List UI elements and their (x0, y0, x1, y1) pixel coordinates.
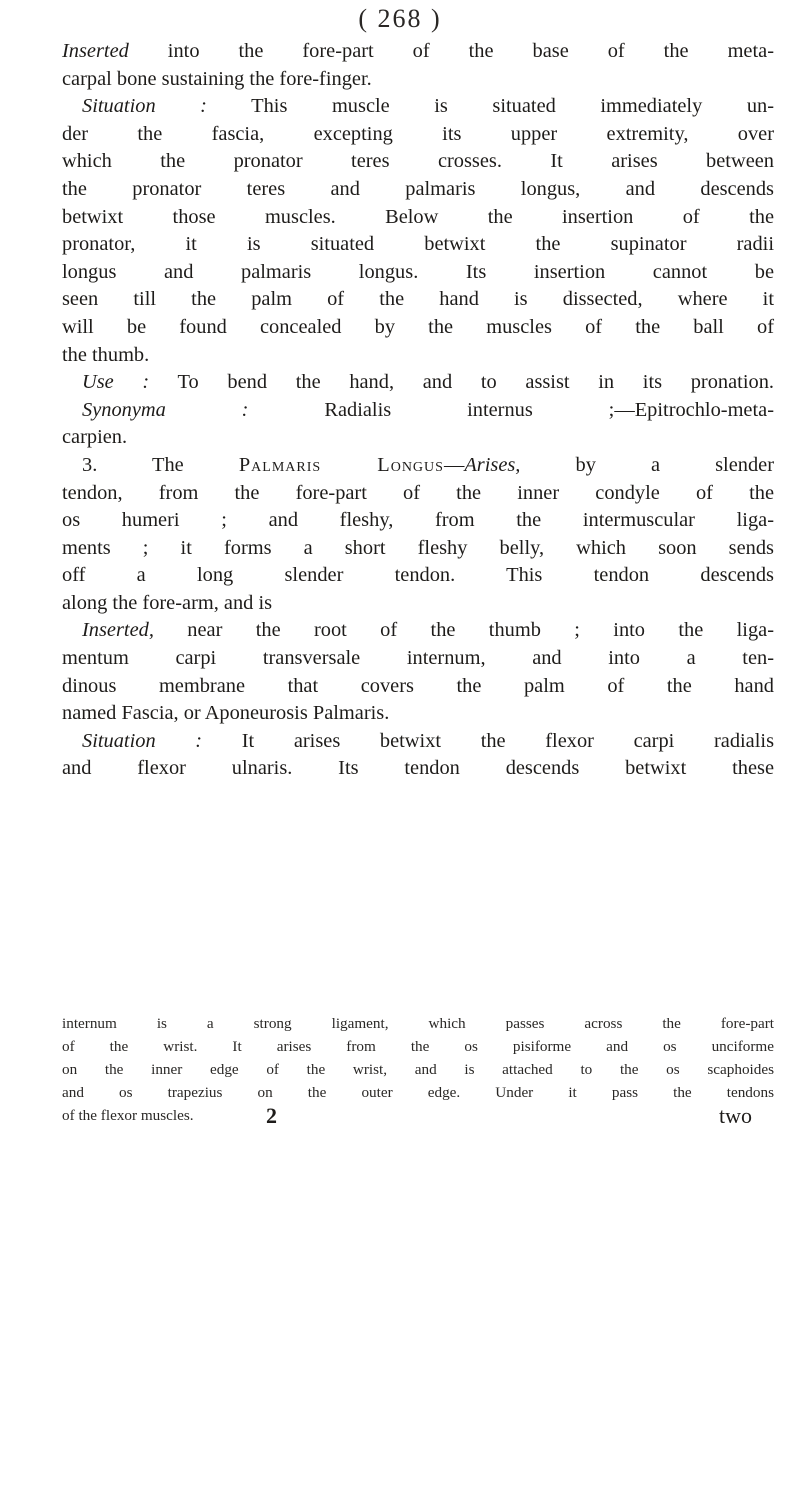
text-segment: off a long slender tendon. This tendon descends (62, 564, 774, 587)
footnote-line: on the inner edge of the wrist, and is attached to the os scaphoides (62, 1061, 774, 1078)
text-segment: Inserted (62, 40, 129, 62)
text-line (62, 148, 774, 176)
text-line (62, 590, 774, 618)
text-segment: — (443, 453, 465, 476)
text-segment: Synonyma : (82, 398, 249, 421)
text-segment: which the pronator teres crosses. It arises between (62, 150, 774, 173)
text-line (62, 93, 774, 121)
text-line (62, 342, 774, 370)
text-segment: ments ; it forms a short fleshy belly, which soon sends (62, 536, 774, 559)
text-line (62, 452, 774, 480)
text-segment: seen till the palm of the hand is dissected, where it (62, 288, 774, 311)
page-number: ( 268 ) (358, 4, 442, 33)
text-line (62, 728, 774, 756)
text-line (62, 66, 774, 94)
text-segment: 3. The (82, 453, 239, 476)
text-segment: Situation : (82, 95, 207, 118)
body-text (62, 38, 774, 783)
text-line (62, 673, 774, 701)
text-segment: the thumb. (62, 343, 150, 366)
text-segment: This muscle is situated immediately un- (206, 95, 775, 118)
text-segment: and flexor ulnaris. Its tendon descends betwixt these (62, 757, 774, 780)
text-line (62, 424, 774, 452)
text-line (62, 121, 774, 149)
text-segment: Situation : (82, 729, 203, 752)
text-line (62, 535, 774, 563)
text-segment: will be found concealed by the muscles of the ball of (62, 315, 774, 338)
text-segment: Arises, (464, 453, 521, 476)
text-line (62, 314, 774, 342)
footnote-line: of the wrist. It arises from the os pisiforme and os unciforme (62, 1038, 774, 1055)
text-segment: longus and palmaris longus. Its insertion cannot be (62, 260, 774, 283)
text-segment: Radialis internus ;—Epitrochlo-meta- (248, 398, 774, 421)
footnote-line: and os trapezius on the outer edge. Under it pass the tendons (62, 1084, 774, 1101)
footnote-line: of the flexor muscles. (62, 1107, 194, 1124)
text-line (62, 562, 774, 590)
text-segment: mentum carpi transversale internum, and into a ten- (62, 647, 774, 670)
text-segment: carpal bone sustaining the fore-finger. (62, 67, 372, 90)
text-segment: It arises betwixt the flexor carpi radialis (202, 729, 774, 752)
text-segment: Palmaris Longus (238, 453, 444, 476)
text-line (62, 507, 774, 535)
text-line (62, 38, 774, 66)
text-line (62, 645, 774, 673)
text-line (62, 259, 774, 287)
text-segment: along the fore-arm, and is (62, 591, 273, 614)
text-segment: dinous membrane that covers the palm of the hand (62, 674, 774, 697)
text-segment: by a slender (520, 453, 774, 476)
text-segment: near the root of the thumb ; into the liga- (153, 619, 774, 642)
text-segment: carpien. (62, 426, 128, 449)
text-line (62, 700, 774, 728)
text-segment: betwixt those muscles. Below the insertion of the (62, 205, 774, 228)
text-segment: the pronator teres and palmaris longus, and descends (62, 177, 774, 200)
signature-mark: 2 (266, 1103, 277, 1128)
text-segment: os humeri ; and fleshy, from the intermuscular liga- (62, 509, 774, 532)
text-segment: der the fascia, excepting its upper extremity, over (62, 122, 774, 145)
text-line (62, 369, 774, 397)
text-segment: into the fore-part of the base of the meta- (128, 40, 774, 62)
text-segment: Inserted, (82, 619, 154, 642)
page-footer (62, 1103, 752, 1133)
text-line (62, 480, 774, 508)
text-segment: pronator, it is situated betwixt the supinator radii (62, 233, 774, 256)
text-line (62, 231, 774, 259)
text-segment: named Fascia, or Aponeurosis Palmaris. (62, 702, 390, 725)
text-line (62, 397, 774, 425)
text-line (62, 617, 774, 645)
text-segment: tendon, from the fore-part of the inner condyle of the (62, 481, 774, 504)
footnote-line: internum is a strong ligament, which passes across the fore-part (62, 1015, 774, 1032)
text-line (62, 286, 774, 314)
catchword: two (719, 1103, 752, 1128)
text-line (62, 204, 774, 232)
text-segment: Use : (82, 371, 150, 394)
text-line (62, 176, 774, 204)
text-segment: To bend the hand, and to assist in its pronation. (149, 371, 774, 394)
text-line (62, 755, 774, 783)
